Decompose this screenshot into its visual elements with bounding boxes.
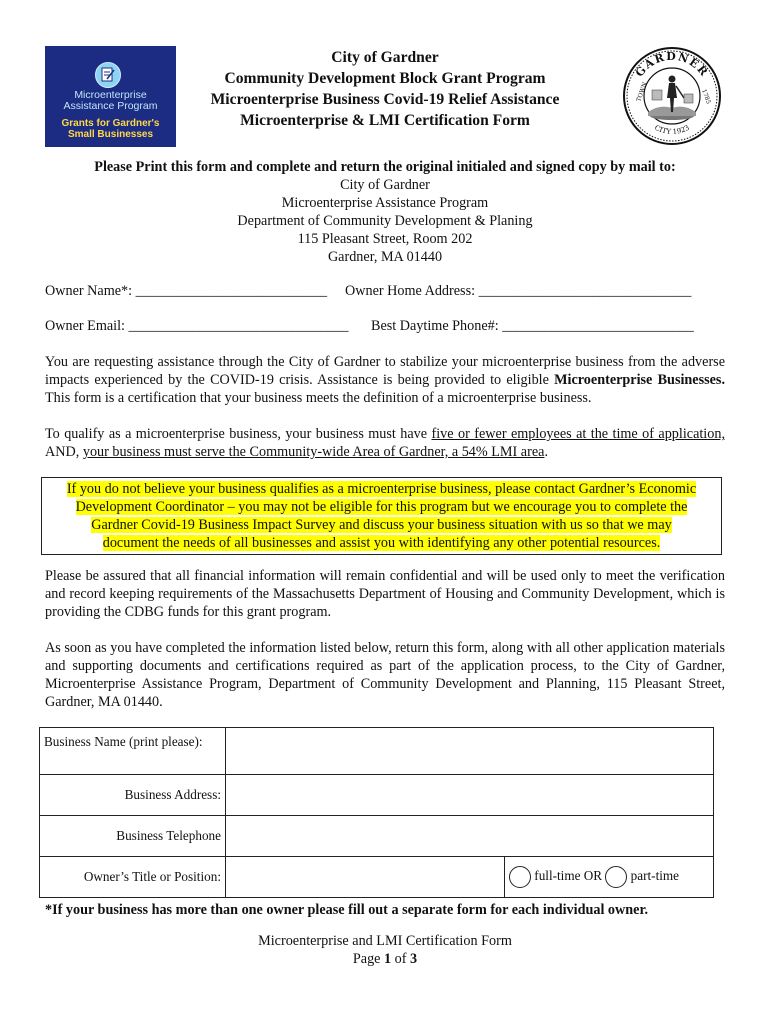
mail-address-line: 115 Pleasant Street, Room 202 [297, 231, 473, 247]
footer-form-name: Microenterprise and LMI Certification Form [258, 933, 512, 949]
qualification-paragraph: To qualify as a microenterprise business, your business must have five or fewer employees at the time of application, AND, your business must serve the Community-wide Area of Gardner, a 54% LMI area. [45, 426, 725, 460]
business-info-table [39, 727, 714, 898]
notepad-icon [95, 62, 121, 88]
form-header [150, 47, 620, 131]
svg-text:1785: 1785 [700, 88, 712, 106]
fulltime-label: full-time [534, 868, 581, 884]
business-address-input[interactable] [226, 775, 714, 816]
logo-subtitle: Grants for Gardner's Small Businesses [61, 118, 160, 140]
parttime-label: part-time [630, 868, 680, 884]
business-address-label: Business Address: [40, 775, 226, 816]
header-form-title: Microenterprise & LMI Certification Form [240, 112, 530, 129]
header-relief: Microenterprise Business Covid-19 Relief Assistance [210, 91, 560, 108]
highlighted-notice: If you do not believe your business qualifies as a microenterprise business, please contact Gardner’s Economic Development Coordinator – you may not be eligible for this program but we encourage you to complete the Gardner Covid-19 Business Impact Survey and discuss your business situation with us so that we may document the needs of all businesses and assist you with identifying any other potential resources. [41, 477, 722, 555]
owner-email-field[interactable]: Owner Email: _______________________________ [45, 318, 349, 334]
logo-title: Microenterprise Assistance Program [63, 89, 158, 112]
mailing-instructions [40, 158, 730, 266]
header-city: City of Gardner [331, 49, 439, 66]
or-label: OR [583, 868, 603, 884]
svg-text:GARDNER: GARDNER [632, 49, 712, 80]
mail-address-line: City of Gardner [340, 177, 430, 193]
owner-address-field[interactable]: Owner Home Address: ______________________________ [345, 283, 692, 299]
return-instructions-paragraph: As soon as you have completed the information listed below, return this form, along with all other application materials and supporting documents and certifications required as part of the application process, to the City of Gardner, Microenterprise Assistance Program, Department of Community Development and Planning, 115 Pleasant Street, Gardner, MA 01440. [45, 640, 725, 710]
city-seal [622, 46, 722, 146]
owner-title-input[interactable] [226, 857, 505, 898]
fulltime-radio[interactable] [509, 866, 531, 888]
owner-title-label: Owner’s Title or Position: [40, 857, 226, 898]
intro-paragraph: You are requesting assistance through the City of Gardner to stabilize your microenterprise business from the adverse impacts experienced by the COVID-19 crisis. Assistance is being provided to eligible Microenterprise Businesses. This form is a certification that your business meets the definition of a microenterprise business. [45, 354, 725, 406]
table-row [40, 857, 714, 898]
owner-name-field[interactable]: Owner Name*: ___________________________ [45, 283, 328, 299]
header-program: Community Development Block Grant Program [224, 70, 546, 87]
table-row [40, 816, 714, 857]
confidentiality-paragraph: Please be assured that all financial information will remain confidential and will be used only to meet the verification and record keeping requirements of the Massachusetts Department of Housing and Community Development, which is providing the CDBG funds for this grant program. [45, 568, 725, 620]
employment-type-options [505, 857, 714, 898]
mail-address-line: Microenterprise Assistance Program [281, 195, 489, 211]
business-name-input[interactable] [226, 728, 714, 775]
mail-instruction: Please Print this form and complete and return the original initialed and signed copy by mail to: [94, 159, 676, 175]
owner-footnote: *If your business has more than one owner please fill out a separate form for each individual owner. [45, 902, 648, 918]
business-name-label: Business Name (print please): [40, 728, 226, 775]
svg-text:TOWN: TOWN [635, 81, 649, 103]
mail-address-line: Gardner, MA 01440 [327, 249, 443, 265]
phone-field[interactable]: Best Daytime Phone#: ___________________________ [371, 318, 694, 334]
mail-address-line: Department of Community Development & Planing [237, 213, 533, 229]
svg-text:CITY 1923: CITY 1923 [653, 123, 691, 137]
business-telephone-input[interactable] [226, 816, 714, 857]
business-telephone-label: Business Telephone [40, 816, 226, 857]
table-row [40, 728, 714, 775]
page-footer [0, 932, 770, 968]
table-row [40, 775, 714, 816]
parttime-radio[interactable] [605, 866, 627, 888]
page-number: Page 1 of 3 [352, 951, 418, 967]
